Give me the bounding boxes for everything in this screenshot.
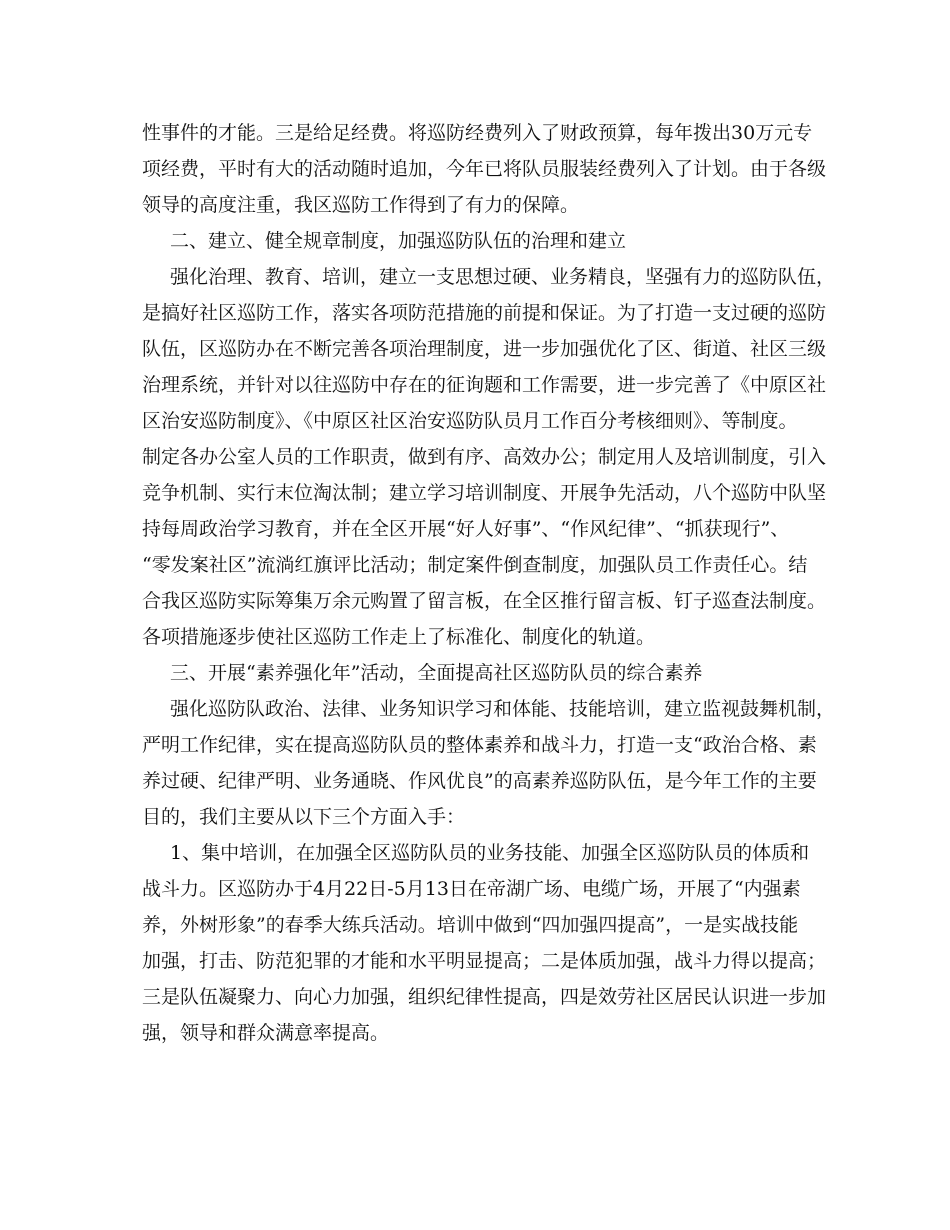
text-line: 领导的高度注重，我区巡防工作得到了有力的保障。	[142, 194, 580, 216]
text-line: 合我区巡防实际筹集万余元购置了留言板，在全区推行留言板、钉子巡查法制度。	[142, 590, 827, 612]
text-line: 加强，打击、防范犯罪的才能和水平明显提高；二是体质加强，战斗力得以提高；	[142, 950, 827, 972]
text-line: 队伍，区巡防办在不断完善各项治理制度，进一步加强优化了区、街道、社区三级	[142, 338, 827, 360]
document-body	[142, 115, 836, 1051]
text-line: 强化治理、教育、培训，建立一支思想过硬、业务精良，坚强有力的巡防队伍，	[170, 266, 836, 288]
text-line: 项经费，平时有大的活动随时追加，今年已将队员服装经费列入了计划。由于各级	[142, 158, 827, 180]
text-line: 严明工作纪律，实在提高巡防队员的整体素养和战斗力，打造一支“政治合格、素	[142, 734, 817, 756]
text-line: 制定各办公室人员的工作职责，做到有序、高效办公；制定用人及培训制度，引入	[142, 446, 827, 468]
text-line: 三、开展“素养强化年”活动，全面提高社区巡防队员的综合素养	[170, 662, 703, 684]
text-line: 养，外树形象”的春季大练兵活动。培训中做到“四加强四提高”，一是实战技能	[142, 914, 799, 936]
text-line: 三是队伍凝聚力、向心力加强，组织纪律性提高，四是效劳社区居民认识进一步加	[142, 986, 827, 1008]
text-line: 是搞好社区巡防工作，落实各项防范措施的前提和保证。为了打造一支过硬的巡防	[142, 302, 827, 324]
text-line: “零发案社区”流淌红旗评比活动；制定案件倒查制度，加强队员工作责任心。结	[142, 554, 808, 576]
text-line: 性事件的才能。三是给足经费。将巡防经费列入了财政预算，每年拨出30万元专	[142, 122, 813, 144]
text-line: 区治安巡防制度》、《中原区社区治安巡防队员月工作百分考核细则》、等制度。	[142, 410, 798, 432]
text-line: 养过硬、纪律严明、业务通晓、作风优良”的高素养巡防队伍，是今年工作的主要	[142, 770, 817, 792]
text-line: 战斗力。区巡防办于4月22日-5月13日在帝湖广场、电缆广场，开展了“内强素	[142, 878, 801, 900]
text-line: 目的，我们主要从以下三个方面入手：	[142, 806, 466, 828]
text-line: 1、集中培训，在加强全区巡防队员的业务技能、加强全区巡防队员的体质和	[170, 842, 810, 864]
text-line: 强化巡防队政治、法律、业务知识学习和体能、技能培训，建立监视鼓舞机制，	[170, 698, 836, 720]
text-line: 各项措施逐步使社区巡防工作走上了标准化、制度化的轨道。	[142, 626, 656, 648]
text-line: 二、建立、健全规章制度，加强巡防队伍的治理和建立	[170, 230, 627, 252]
text-line: 强，领导和群众满意率提高。	[142, 1022, 390, 1044]
text-line: 持每周政治学习教育，并在全区开展“好人好事”、“作风纪律”、“抓获现行”、	[142, 518, 790, 540]
text-line: 治理系统，并针对以往巡防中存在的征询题和工作需要，进一步完善了《中原区社	[142, 374, 827, 396]
text-line: 竞争机制、实行末位淘汰制；建立学习培训制度、开展争先活动，八个巡防中队坚	[142, 482, 827, 504]
